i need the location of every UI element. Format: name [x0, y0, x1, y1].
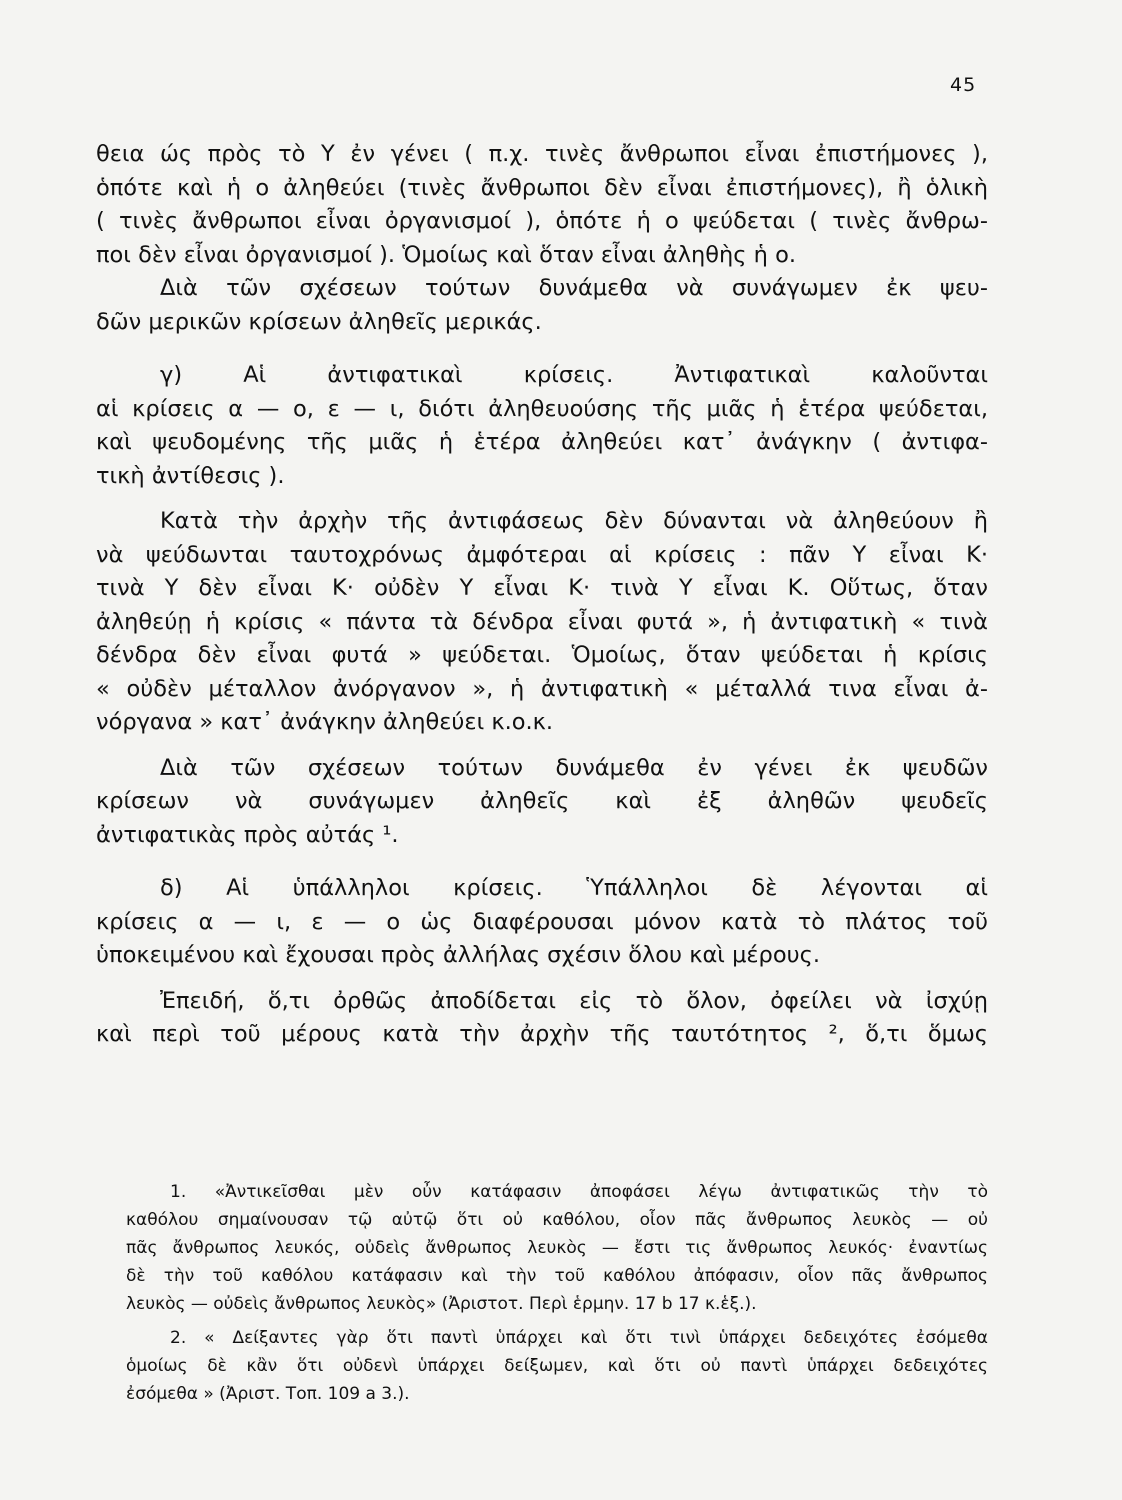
- text-line: τικὴ ἀντίθεσις ).: [96, 462, 285, 489]
- text-line: κρίσεων νὰ συνάγωμεν ἀληθεῖς καὶ ἐξ ἀληθῶν ψευδεῖς: [96, 788, 988, 814]
- paragraph-6: [96, 872, 988, 973]
- main-text: [96, 138, 988, 1052]
- text-line: θεια ώς πρὸς τὸ Υ ἐν γένει ( π.χ. τινὲς ἄνθρωποι εἶναι ἐπιστήμονες ),: [96, 141, 988, 167]
- footnote-line: λευκὸς — οὐδεὶς ἄνθρωπος λευκὸς» (Ἀριστοτ. Περὶ ἑρμην. 17 b 17 κ.ἑξ.).: [126, 1294, 757, 1314]
- paragraph-4: [96, 505, 988, 740]
- text-line: καὶ περὶ τοῦ μέρους κατὰ τὴν ἀρχὴν τῆς ταυτότητος ², ὅ,τι ὅμως: [96, 1021, 988, 1047]
- footnote-line: καθόλου σημαίνουσαν τῷ αὐτῷ ὅτι οὐ καθόλου, οἷον πᾶς ἄνθρωπος λευκὸς — οὐ: [126, 1210, 988, 1230]
- text-line: ποι δὲν εἶναι ὀργανισμοί ). Ὁμοίως καὶ ὅταν εἶναι ἀληθὴς ἡ ο.: [96, 241, 796, 268]
- text-line: Κατὰ τὴν ἀρχὴν τῆς ἀντιφάσεως δὲν δύνανται νὰ ἀληθεύουν ἢ: [160, 508, 988, 534]
- text-line: Ἐπειδή, ὅ,τι ὀρθῶς ἀποδίδεται εἰς τὸ ὅλον, ὀφείλει νὰ ἰσχύῃ: [160, 987, 988, 1014]
- text-line: δῶν μερικῶν κρίσεων ἀληθεῖς μερικάς.: [96, 308, 542, 335]
- text-line: Διὰ τῶν σχέσεων τούτων δυνάμεθα ἐν γένει ἐκ ψευδῶν: [160, 754, 988, 781]
- text-line: κρίσεις α — ι, ε — ο ὡς διαφέρουσαι μόνον κατὰ τὸ πλάτος τοῦ: [96, 908, 988, 935]
- text-line: νόργανα » κατ᾽ ἀνάγκην ἀληθεύει κ.ο.κ.: [96, 709, 554, 735]
- text-line: ἀντιφατικὰς πρὸς αὐτάς ¹.: [96, 821, 399, 848]
- footnote-line: δὲ τὴν τοῦ καθόλου κατάφασιν καὶ τὴν τοῦ καθόλου ἀπόφασιν, οἷον πᾶς ἄνθρωπος: [126, 1266, 988, 1286]
- text-line: τινὰ Υ δὲν εἶναι Κ· οὐδὲν Υ εἶναι Κ· τινὰ Υ εἶναι Κ. Οὕτως, ὅταν: [96, 575, 988, 601]
- section-heading-line: γ) Αἱ ἀντιφατικαὶ κρίσεις. Ἀντιφατικαὶ καλοῦνται: [160, 362, 988, 388]
- paragraph-2: [96, 272, 988, 339]
- footnote-line: πᾶς ἄνθρωπος λευκός, οὐδεὶς ἄνθρωπος λευκὸς — ἔστι τις ἄνθρωπος λευκός· ἐναντίως: [126, 1238, 988, 1258]
- footnote-2: [126, 1324, 988, 1408]
- section-heading-line: δ) Αἱ ὑπάλληλοι κρίσεις. Ὑπάλληλοι δὲ λέγονται αἱ: [160, 875, 988, 901]
- footnote-line: ὁμοίως δὲ κἂν ὅτι οὐδενὶ ὑπάρχει δείξωμεν, καὶ ὅτι οὐ παντὶ ὑπάρχει δεδειχότες: [126, 1356, 988, 1376]
- text-line: « οὐδὲν μέταλλον ἀνόργανον », ἡ ἀντιφατικὴ « μέταλλά τινα εἶναι ἀ-: [96, 675, 988, 702]
- paragraph-7: [96, 985, 988, 1052]
- footnote-line: 2. « Δείξαντες γὰρ ὅτι παντὶ ὑπάρχει καὶ ὅτι τινὶ ὑπάρχει δεδειχότες ἐσόμεθα: [170, 1328, 988, 1348]
- text-line: ὑποκειμένου καὶ ἔχουσαι πρὸς ἀλλήλας σχέσιν ὅλου καὶ μέρους.: [96, 942, 820, 968]
- text-line: νὰ ψεύδωνται ταυτοχρόνως ἀμφότεραι αἱ κρίσεις : πᾶν Υ εἶναι Κ·: [96, 541, 988, 568]
- text-line: ( τινὲς ἄνθρωποι εἶναι ὀργανισμοί ), ὁπότε ἡ ο ψεύδεται ( τινὲς ἄνθρω-: [96, 208, 988, 234]
- footnote-line: 1. «Ἀντικεῖσθαι μὲν οὖν κατάφασιν ἀποφάσει λέγω ἀντιφατικῶς τὴν τὸ: [170, 1182, 988, 1202]
- footnotes: [126, 1178, 988, 1408]
- text-line: ἀληθεύῃ ἡ κρίσις « πάντα τὰ δένδρα εἶναι φυτά », ἡ ἀντιφατικὴ « τινὰ: [96, 608, 988, 635]
- text-line: δένδρα δὲν εἶναι φυτά » ψεύδεται. Ὁμοίως, ὅταν ψεύδεται ἡ κρίσις: [96, 642, 988, 668]
- text-line: αἱ κρίσεις α — ο, ε — ι, διότι ἀληθευούσης τῆς μιᾶς ἡ ἑτέρα ψεύδεται,: [96, 395, 988, 422]
- paragraph-1: [96, 138, 988, 272]
- text-line: καὶ ψευδομένης τῆς μιᾶς ἡ ἑτέρα ἀληθεύει κατ᾽ ἀνάγκην ( ἀντιφα-: [96, 429, 988, 455]
- text-line: ὁπότε καὶ ἡ ο ἀληθεύει (τινὲς ἄνθρωποι δὲν εἶναι ἐπιστήμονες), ἢ ὁλικὴ: [96, 174, 988, 201]
- text-line: Διὰ τῶν σχέσεων τούτων δυνάμεθα νὰ συνάγωμεν ἐκ ψευ-: [160, 275, 988, 301]
- page-number: 45: [950, 74, 977, 96]
- paragraph-5: [96, 752, 988, 853]
- paragraph-3: [96, 359, 988, 493]
- footnote-line: ἐσόμεθα » (Ἀριστ. Τοπ. 109 a 3.).: [126, 1384, 410, 1404]
- footnote-1: [126, 1178, 988, 1318]
